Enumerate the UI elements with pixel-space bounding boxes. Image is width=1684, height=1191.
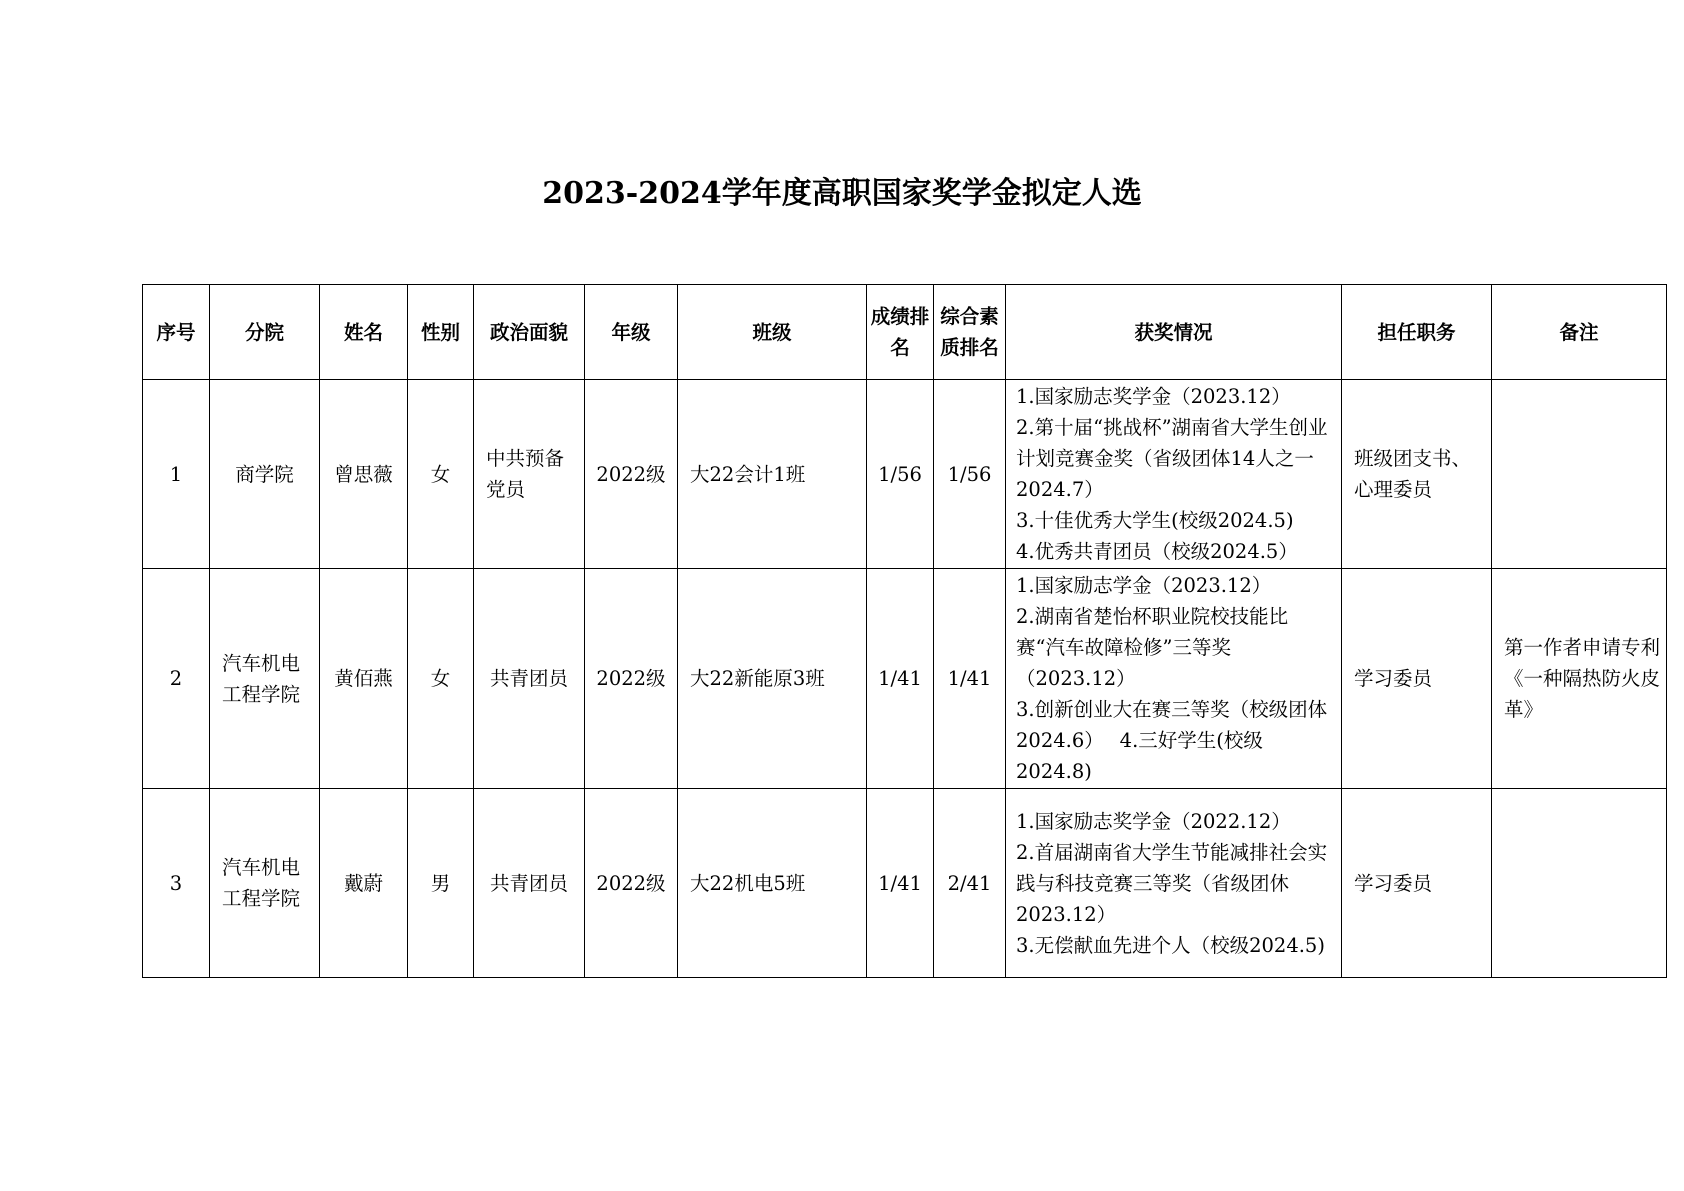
cell-college: 商学院: [210, 380, 320, 569]
cell-remark: [1492, 380, 1667, 569]
cell-political: 共青团员: [474, 569, 585, 789]
cell-grade: 2022级: [585, 380, 678, 569]
award-item: 1.国家励志奖学金（2022.12）: [1016, 809, 1291, 833]
cell-quality-rank: 2/41: [934, 789, 1006, 978]
cell-gender: 男: [408, 789, 474, 978]
cell-gender: 女: [408, 569, 474, 789]
header-awards: 获奖情况: [1006, 285, 1342, 380]
cell-grade: 2022级: [585, 789, 678, 978]
cell-political: 中共预备党员: [474, 380, 585, 569]
cell-class: 大22会计1班: [678, 380, 867, 569]
header-name: 姓名: [320, 285, 408, 380]
cell-awards: [1006, 789, 1342, 978]
header-gender: 性别: [408, 285, 474, 380]
cell-gender: 女: [408, 380, 474, 569]
cell-name: 曾思薇: [320, 380, 408, 569]
cell-remark: [1492, 789, 1667, 978]
award-item: 2.首届湖南省大学生节能减排社会实践与科技竞赛三等奖（省级团休2023.12）: [1016, 840, 1328, 926]
header-college: 分院: [210, 285, 320, 380]
cell-political: 共青团员: [474, 789, 585, 978]
header-row: [143, 285, 1667, 380]
award-item: 2.第十届“挑战杯”湖南省大学生创业计划竞赛金奖（省级团体14人之一 2024.7）: [1016, 416, 1328, 501]
header-political: 政治面貌: [474, 285, 585, 380]
award-item: 4.优秀共青团员（校级2024.5）: [1016, 540, 1298, 563]
cell-awards: [1006, 380, 1342, 569]
cell-no: 1: [143, 380, 210, 569]
cell-position: 学习委员: [1342, 789, 1492, 978]
table-row: [143, 789, 1667, 978]
cell-class: 大22新能原3班: [678, 569, 867, 789]
cell-college: 汽车机电工程学院: [210, 569, 320, 789]
header-score-rank: 成绩排名: [867, 285, 934, 380]
cell-quality-rank: 1/56: [934, 380, 1006, 569]
cell-no: 2: [143, 569, 210, 789]
cell-college: 汽车机电工程学院: [210, 789, 320, 978]
cell-score-rank: 1/56: [867, 380, 934, 569]
cell-score-rank: 1/41: [867, 789, 934, 978]
cell-quality-rank: 1/41: [934, 569, 1006, 789]
candidate-table: [142, 284, 1667, 978]
header-no: 序号: [143, 285, 210, 380]
award-item: 1.国家励志奖学金（2023.12）: [1016, 385, 1291, 408]
table-row: [143, 380, 1667, 569]
award-item: 3.十佳优秀大学生(校级2024.5): [1016, 509, 1294, 532]
award-item: 3.创新创业大在赛三等奖（校级团体2024.6） 4.三好学生(校级2024.8): [1016, 698, 1328, 783]
cell-position: 班级团支书、心理委员: [1342, 380, 1492, 569]
cell-position: 学习委员: [1342, 569, 1492, 789]
cell-awards: [1006, 569, 1342, 789]
cell-remark: 第一作者申请专利《一种隔热防火皮革》: [1492, 569, 1667, 789]
award-item: 1.国家励志学金（2023.12）: [1016, 574, 1272, 597]
document-title: 2023-2024学年度高职国家奖学金拟定人选: [542, 176, 1142, 211]
award-item: 2.湖南省楚怡杯职业院校技能比赛“汽车故障检修”三等奖（2023.12）: [1016, 605, 1289, 690]
header-quality-rank: 综合素质排名: [934, 285, 1006, 380]
cell-score-rank: 1/41: [867, 569, 934, 789]
header-class: 班级: [678, 285, 867, 380]
cell-name: 戴蔚: [320, 789, 408, 978]
cell-class: 大22机电5班: [678, 789, 867, 978]
cell-grade: 2022级: [585, 569, 678, 789]
award-item: 3.无偿献血先进个人（校级2024.5): [1016, 933, 1325, 957]
cell-no: 3: [143, 789, 210, 978]
cell-name: 黄佰燕: [320, 569, 408, 789]
header-grade: 年级: [585, 285, 678, 380]
table-row: [143, 569, 1667, 789]
header-position: 担任职务: [1342, 285, 1492, 380]
header-remark: 备注: [1492, 285, 1667, 380]
